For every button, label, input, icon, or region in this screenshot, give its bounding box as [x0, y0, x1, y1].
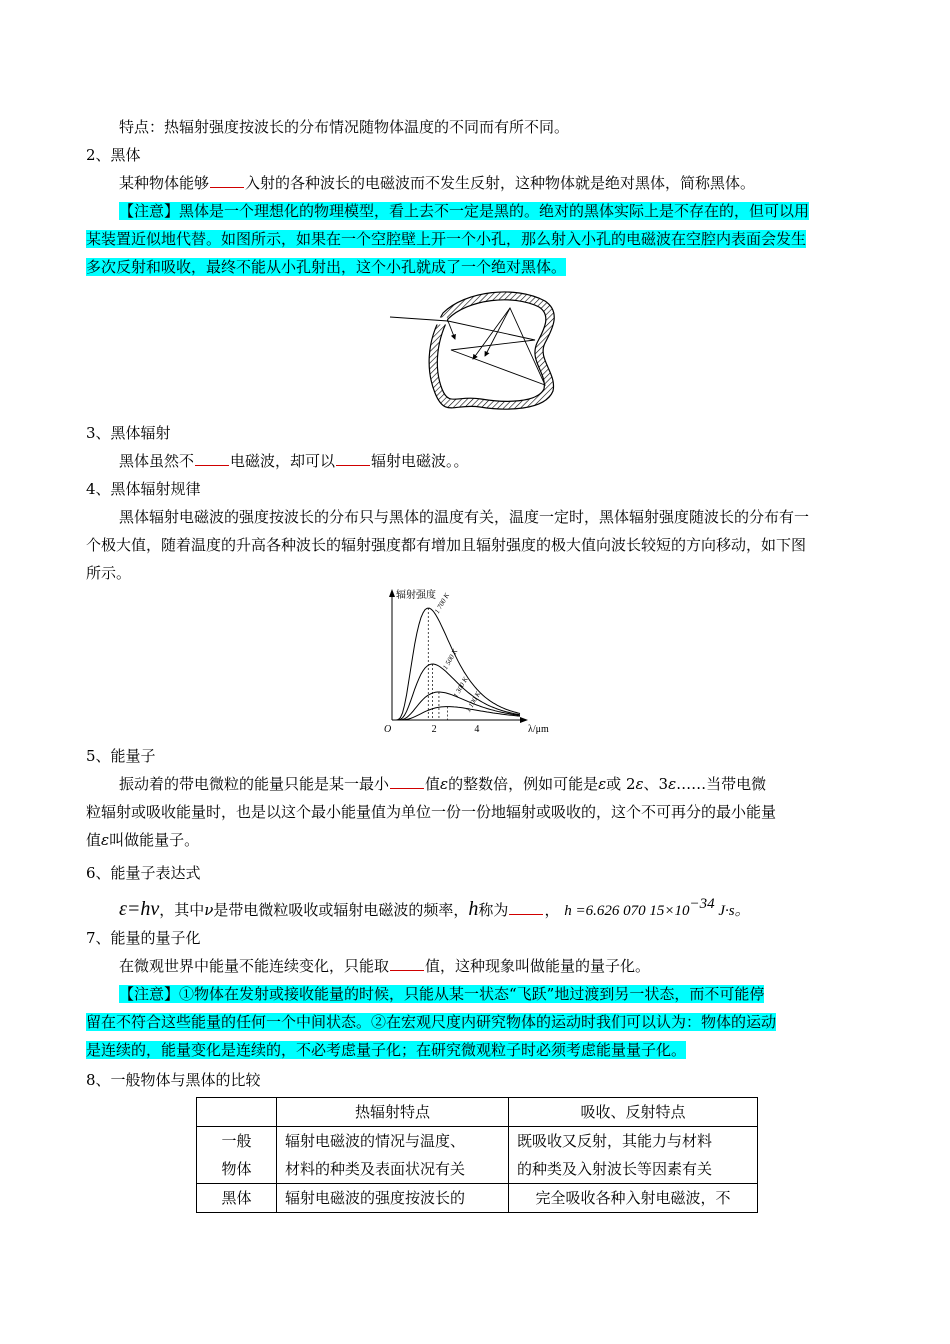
section-4-line-1: 黑体辐射电磁波的强度按波长的分布只与黑体的温度有关，温度一定时，黑体辐射强度随波长的分布有一 [119, 508, 810, 526]
section-4-line-2: 个极大值，随着温度的升高各种波长的辐射强度都有增加且辐射强度的极大值向波长较短的方向移动，如下图 [86, 536, 807, 554]
table-row [197, 1127, 758, 1184]
note-line-3: 多次反射和吸收，最终不能从小孔射出，这个小孔就成了一个绝对黑体。 [86, 258, 567, 276]
series-label-1: 1 500 K [441, 647, 460, 671]
table-header-row [197, 1098, 758, 1127]
section-7-text: 在微观世界中能量不能连续变化，只能取 值，这种现象叫做能量的量子化。 [119, 957, 651, 975]
section-3-heading: 3、黑体辐射 [86, 424, 171, 442]
section-6-heading: 6、能量子表达式 [86, 864, 201, 882]
series-label-0: 1 700 K [433, 591, 452, 615]
table-cell: 完全吸收各种入射电磁波，不 [509, 1184, 758, 1213]
section-4-line-3: 所示。 [86, 564, 132, 582]
section-6-formula-line: ε=hν，其中ν是带电微粒吸收或辐射电磁波的频率，h称为 ， h =6.626 070 $15\times 10^{-34}$ J·s。 [119, 896, 750, 920]
x-tick-label: 4 [474, 724, 480, 734]
section-5-heading: 5、能量子 [86, 747, 156, 765]
section-2-heading: 2、黑体 [86, 146, 141, 164]
table-header-cell: 热辐射特点 [277, 1098, 509, 1127]
table-header-cell: 吸收、反射特点 [509, 1098, 758, 1127]
fill-blank[interactable] [390, 956, 424, 971]
note2-line-3: 是连续的，能量变化是连续的，不必考虑量子化；在研究微观粒子时必须考虑能量量子化。 [86, 1041, 687, 1059]
note-line-1: 【注意】黑体是一个理想化的物理模型，看上去不一定是黑的。绝对的黑体实际上是不存在的，但可以用 [119, 202, 810, 220]
curve-series-0 [396, 608, 520, 720]
section-3-text: 黑体虽然不 电磁波，却可以 辐射电磁波。。 [119, 452, 469, 470]
y-axis-label: 辐射强度 [396, 590, 436, 601]
table-row [197, 1184, 758, 1213]
section-5-line-2: 粒辐射或吸收能量时，也是以这个最小能量值为单位一份一份地辐射或吸收的，这个不可再分的最小能量 [86, 803, 777, 821]
section-5-line-1: 振动着的带电微粒的能量只能是某一最小 值ε的整数倍，例如可能是ε或 2ε、3ε……当带电微 [119, 775, 767, 793]
table-header-cell [197, 1098, 277, 1127]
origin-label: O [384, 724, 392, 734]
fill-blank[interactable] [509, 900, 543, 915]
fill-blank[interactable] [210, 173, 244, 188]
fill-blank[interactable] [390, 774, 424, 789]
note2-line-2: 留在不符合这些能量的任何一个中间状态。②在宏观尺度内研究物体的运动时我们可以认为：物体的运动 [86, 1013, 777, 1031]
fill-blank[interactable] [336, 451, 370, 466]
note-line-2: 某装置近似地代替。如图所示，如果在一个空腔壁上开一个小孔，那么射入小孔的电磁波在空腔内表面会发生 [86, 230, 807, 248]
table-cell: 黑体 [197, 1184, 277, 1213]
fill-blank[interactable] [195, 451, 229, 466]
radiation-chart [380, 586, 562, 734]
cavity-diagram [385, 283, 565, 423]
feature-line: 特点：热辐射强度按波长的分布情况随物体温度的不同而有所不同。 [119, 118, 570, 136]
note2-line-1: 【注意】①物体在发射或接收能量的时候，只能从某一状态“飞跃”地过渡到另一状态，而不可能停 [119, 985, 765, 1003]
table-cell: 辐射电磁波的强度按波长的 [277, 1184, 509, 1213]
blackbody-definition: 某种物体能够 入射的各种波长的电磁波而不发生反射，这种物体就是绝对黑体，简称黑体。 [119, 174, 756, 192]
series-label-3: 1 100 K [464, 690, 483, 714]
formula: ε=hν [119, 898, 160, 920]
series-label-2: 1 300 K [451, 675, 470, 699]
section-8-heading: 8、一般物体与黑体的比较 [86, 1071, 261, 1089]
section-5-line-3: 值ε叫做能量子。 [86, 831, 200, 849]
x-axis-arrow [520, 717, 528, 723]
y-axis-arrow [389, 589, 395, 597]
table-cell: 辐射电磁波的情况与温度、 材料的种类及表面状况有关 [277, 1127, 509, 1184]
x-tick-label: 2 [431, 724, 437, 734]
table-cell: 既吸收又反射，其能力与材料 的种类及入射波长等因素有关 [509, 1127, 758, 1184]
section-4-heading: 4、黑体辐射规律 [86, 480, 201, 498]
section-7-heading: 7、能量的量子化 [86, 929, 201, 947]
comparison-table [196, 1097, 758, 1213]
table-cell: 一般 物体 [197, 1127, 277, 1184]
x-axis-label: λ/μm [528, 724, 549, 734]
